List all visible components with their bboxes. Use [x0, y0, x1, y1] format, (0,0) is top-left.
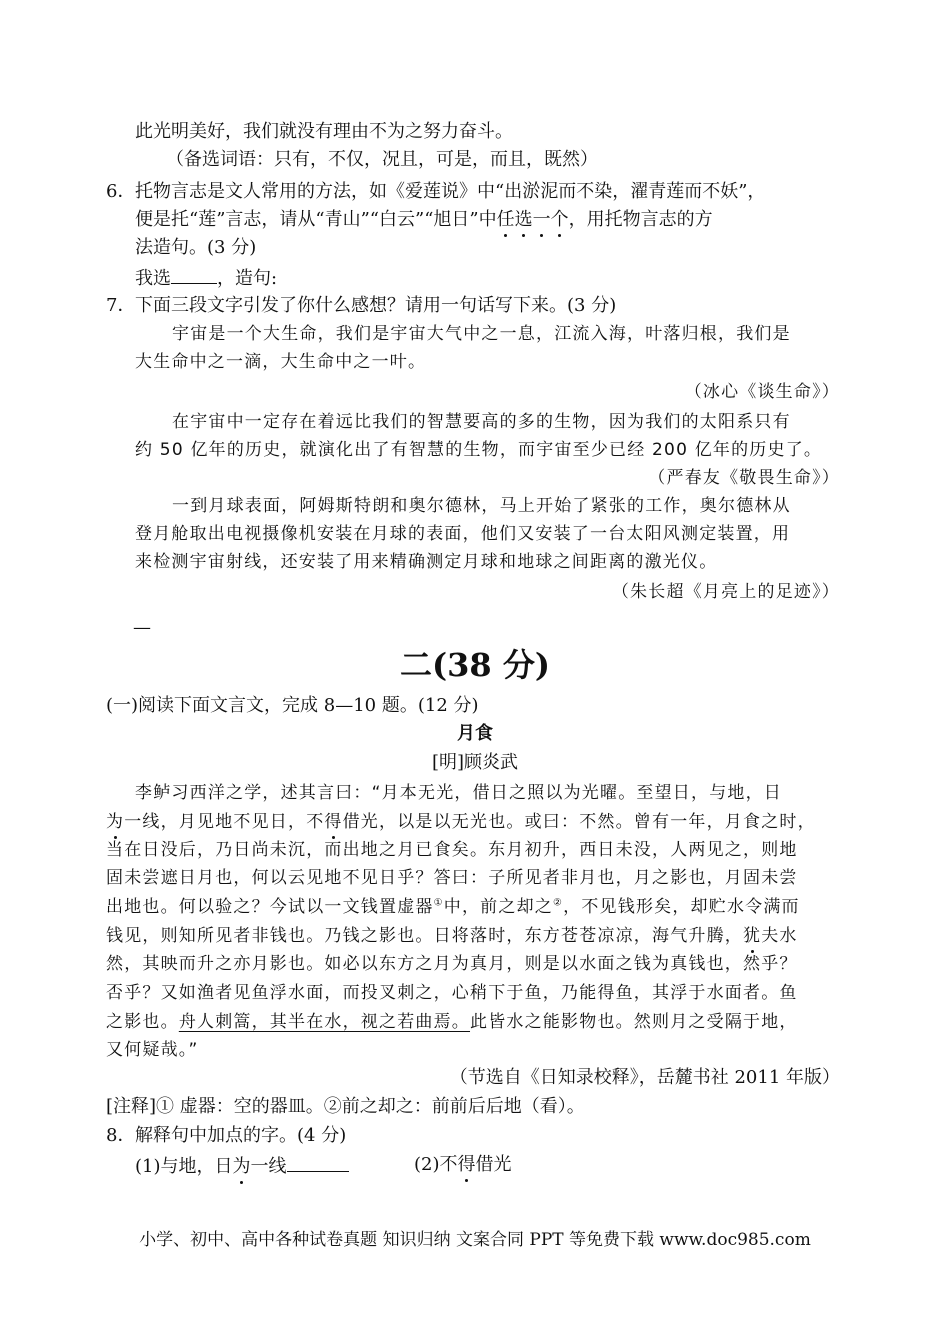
q7-p1-source: （冰心《谈生命》）	[684, 382, 840, 402]
page-footer: 小学、初中、高中各种试卷真题 知识归纳 文案合同 PPT 等免费下载 www.doc985.com	[139, 1230, 811, 1250]
q6-choice-blank[interactable]	[171, 265, 217, 284]
passage-title: 月食	[457, 723, 493, 744]
q6-number: 6．	[106, 181, 136, 202]
passage-line-9: 之影也。舟人刺篙，其半在水，视之若曲焉。此皆水之能影物也。然则月之受隔于地，	[106, 1012, 798, 1032]
q7-p1-line-2: 大生命中之一滴，大生命中之一叶。	[135, 352, 427, 372]
passage-line-3: 当在日没后，乃日尚未沉，而出地之月已食矣。东月初升，西日未没，人两见之，则地	[106, 840, 798, 860]
passage-notes: [注释]① 虚器：空的器皿。②前之却之：前前后后地（看）。	[106, 1096, 585, 1117]
passage-author: [明]顾炎武	[431, 752, 519, 773]
q7-p3-line-2: 登月舱取出电视摄像机安装在月球的表面，他们又安装了一台太阳风测定装置，用	[135, 524, 791, 544]
passage-source: （节选自《日知录校释》，岳麓书社 2011 年版）	[449, 1067, 840, 1088]
passage-line-4: 固未尝遮日月也，何以云见地不见日乎？答曰：子所见者非月也，月之影也，月固未尝	[106, 868, 798, 888]
section-2-heading: 二(38 分)	[400, 646, 550, 684]
section-2-intro: (一)阅读下面文言文，完成 8—10 题。(12 分)	[106, 695, 479, 716]
passage-line-10: 又何疑哉。”	[106, 1040, 199, 1060]
q7-number: 7．	[106, 295, 136, 316]
q6-line-2: 便是托“莲”言志，请从“青山”“白云”“旭日”中任选一个，用托物言志的方	[135, 209, 713, 230]
q5-last-line: 此光明美好，我们就没有理由不为之努力奋斗。	[135, 121, 513, 142]
q8-item-1-blank[interactable]	[287, 1153, 349, 1172]
q7-title: 下面三段文字引发了你什么感想？请用一句话写下来。(3 分)	[135, 295, 617, 316]
q7-p3-source: （朱长超《月亮上的足迹》）	[611, 582, 840, 602]
q8-item-1: (1)与地，日为一线	[135, 1153, 349, 1179]
q7-p1-line-1: 宇宙是一个大生命，我们是宇宙大气中之一息，江流入海，叶落归根，我们是	[172, 324, 791, 344]
q6-line-1: 托物言志是文人常用的方法，如《爱莲说》中“出淤泥而不染，濯青莲而不妖”，	[135, 181, 766, 202]
answer-dash: —	[133, 617, 151, 638]
passage-line-7: 然，其映而升之亦月影也。如必以东方之月为真月，则是以水面之钱为真钱也，然乎？	[106, 954, 798, 974]
passage-line-6: 钱见，则知所见者非钱也。乃钱之影也。日将落时，东方苍苍凉凉，海气升腾，犹夫水	[106, 926, 798, 946]
q8-item-2: (2)不得借光	[414, 1154, 512, 1175]
q7-p2-source: （严春友《敬畏生命》）	[648, 468, 840, 488]
q7-p3-line-1: 一到月球表面，阿姆斯特朗和奥尔德林，马上开始了紧张的工作，奥尔德林从	[172, 496, 791, 516]
q6-answer-line: 我选 ，造句:	[135, 265, 277, 291]
q7-p2-line-2: 约 50 亿年的历史，就演化出了有智慧的生物，而宇宙至少已经 200 亿年的历史了。	[135, 440, 823, 460]
q7-p2-line-1: 在宇宙中一定存在着远比我们的智慧要高的多的生物，因为我们的太阳系只有	[172, 412, 791, 432]
passage-line-2: 为一线，月见地不见日，不得借光，以是以无光也。或曰：不然。曾有一年，月食之时，	[106, 812, 816, 832]
passage-line-8: 否乎？又如渔者见鱼浮水面，而投叉刺之，心稍下于鱼，乃能得鱼，其浮于水面者。鱼	[106, 983, 798, 1003]
q5-word-options: （备选词语：只有，不仅，况且，可是，而且，既然）	[166, 149, 598, 170]
q7-p3-line-3: 来检测宇宙射线，还安装了用来精确测定月球和地球之间距离的激光仪。	[135, 552, 718, 572]
passage-line-1: 李鲈习西洋之学，述其言曰：“月本无光，借日之照以为光曜。至望日，与地，日	[135, 783, 783, 803]
passage-line-5: 出地也。何以验之？今试以一文钱置虚器①中，前之却之②，不见钱形矣，却贮水令满而	[106, 897, 800, 917]
underlined-sentence: 舟人刺篙，其半在水，视之若曲焉。	[178, 1012, 471, 1032]
q6-line-3: 法造句。(3 分)	[135, 237, 257, 258]
q8-title: 解释句中加点的字。(4 分)	[135, 1125, 347, 1146]
q8-number: 8．	[106, 1125, 136, 1146]
